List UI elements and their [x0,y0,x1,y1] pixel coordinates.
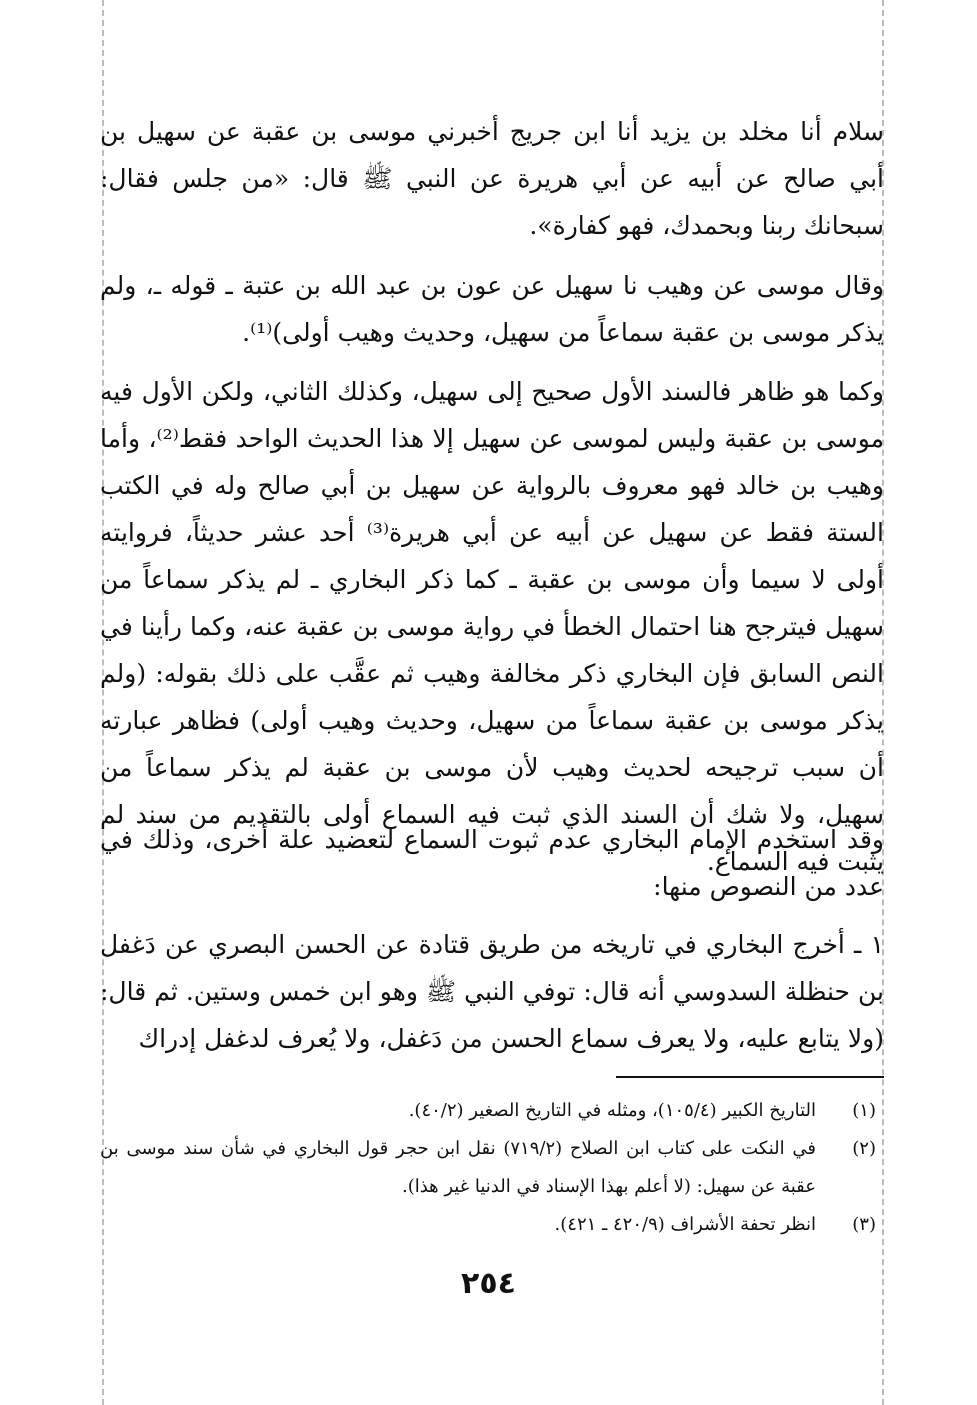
body-paragraph-5: ١ ـ أخرج البخاري في تاريخه من طريق قتادة عن الحسن البصري عن دَغفل بن حنظلة السدوسي أنه قال: توفي النبي ﷺ وهو ابن خمس وستين. ثم قال: (ولا يتابع عليه، ولا يعرف سماع الحسن من دَغفل، ولا يُعرف لدغفل إدراك [100,930,884,1053]
footnote-separator [616,1076,884,1078]
body-paragraph-3: وكما هو ظاهر فالسند الأول صحيح إلى سهيل، وكذلك الثاني، ولكن الأول فيه موسى بن عقبة وليس لموسى عن سهيل إلا هذا الحديث الواحد فقط⁽²⁾، وأما وهيب بن خالد فهو معروف بالرواية عن سهيل بن أبي صالح وله في الكتب الستة فقط عن سهيل عن أبيه عن أبي هريرة⁽³⁾ أحد عشر حديثاً، فروايته أولى لا سيما وأن موسى بن عقبة ـ كما ذكر البخاري ـ لم يذكر سماعاً من سهيل فيترجح هنا احتمال الخطأ في رواية موسى بن عقبة عنه، وكما رأينا في النص السابق فإن البخاري ذكر مخالفة وهيب ثم عقَّب على ذلك بقوله: (ولم يذكر موسى بن عقبة سماعاً من سهيل، وحديث وهيب أولى) فظاهر عبارته أن سبب ترجيحه لحديث وهيب لأن موسى بن عقبة لم يذكر سماعاً من سهيل، ولا شك أن السند الذي ثبت فيه السماع أولى بالتقديم من سند لم يثبت فيه السماع. [100,377,885,876]
footnote-1 [100,1092,884,1130]
footnote-text: انظر تحفة الأشراف (٤٢٠/٩ ـ ٤٢١). [554,1214,816,1235]
footnote-text: في النكت على كتاب ابن الصلاح (٧١٩/٢) نقل ابن حجر قول البخاري في شأن سند موسى بن عقبة عن سهيل: (لا أعلم بهذا الإسناد في الدنيا غير هذا). [100,1138,816,1197]
footnotes [100,1092,884,1244]
body-paragraph-4: وقد استخدم الإمام البخاري عدم ثبوت السماع لتعضيد علة أخرى، وذلك في عدد من النصوص منها: [100,825,884,901]
footnote-text: التاريخ الكبير (١٠٥/٤)، ومثله في التاريخ الصغير (٤٠/٢). [408,1100,816,1121]
body-paragraph-1: سلام أنا مخلد بن يزيد أنا ابن جريج أخبرني موسى بن عقبة عن سهيل بن أبي صالح عن أبيه عن أبي هريرة عن النبي ﷺ قال: «من جلس فقال: سبحانك ربنا وبحمدك، فهو كفارة». [100,117,884,240]
page-number: ٢٥٤ [461,1266,516,1301]
body-paragraph-2: وقال موسى عن وهيب نا سهيل عن عون بن عبد الله بن عتبة ـ قوله ـ، ولم يذكر موسى بن عقبة سماعاً من سهيل، وحديث وهيب أولى)⁽¹⁾. [100,271,884,347]
footnote-number: (٢) [852,1138,876,1159]
footnote-3 [100,1206,884,1244]
footnote-number: (٣) [852,1214,876,1235]
footnote-number: (١) [852,1100,876,1121]
footnote-2 [100,1130,884,1206]
